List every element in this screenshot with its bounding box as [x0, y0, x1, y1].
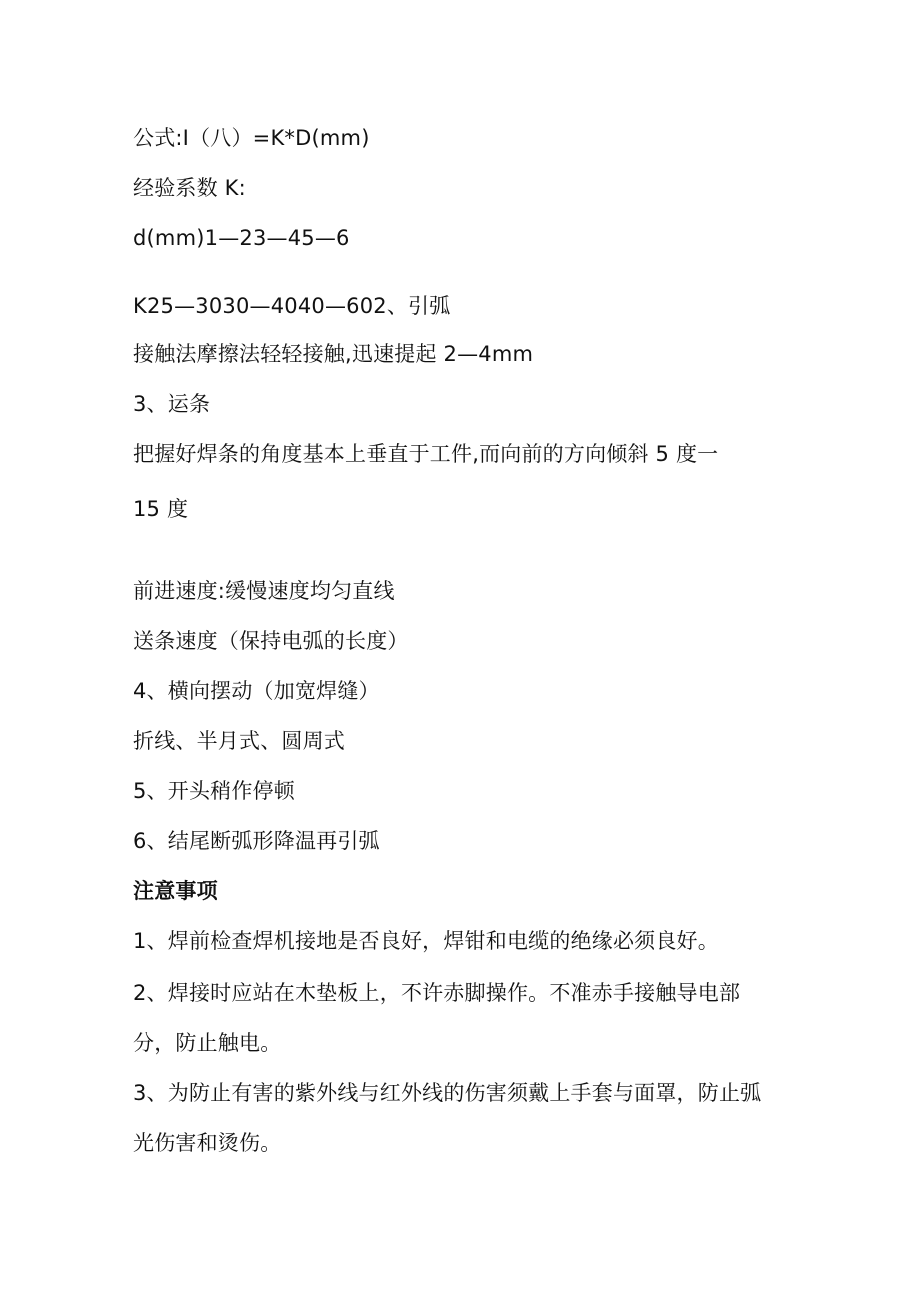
section-5-heading: 5、开头稍作停顿 [133, 779, 295, 803]
coefficient-range-line: K25—3030—4040—602、引弧 [133, 294, 451, 318]
section-4-heading: 4、横向摆动（加宽焊缝） [133, 679, 380, 703]
section-3-heading: 3、运条 [133, 392, 211, 416]
precaution-2: 2、焊接时应站在木垫板上，不许赤脚操作。不准赤手接触导电部 [133, 981, 741, 1005]
feed-speed-line: 送条速度（保持电弧的长度） [133, 629, 409, 653]
electrode-angle-continuation: 15 度 [133, 497, 189, 521]
precaution-2-continuation: 分，防止触电。 [133, 1031, 282, 1055]
precaution-3: 3、为防止有害的紫外线与红外线的伤害须戴上手套与面罩，防止弧 [133, 1081, 762, 1105]
forward-speed-line: 前进速度:缓慢速度均匀直线 [133, 579, 395, 603]
section-6-heading: 6、结尾断弧形降温再引弧 [133, 829, 380, 853]
precaution-3-continuation: 光伤害和烫伤。 [133, 1131, 282, 1155]
contact-method-line: 接触法摩擦法轻轻接触,迅速提起 2—4mm [133, 342, 534, 366]
diameter-range-line: d(mm)1—23—45—6 [133, 226, 350, 250]
weave-patterns-line: 折线、半月式、圆周式 [133, 729, 345, 753]
precautions-heading: 注意事项 [133, 879, 218, 903]
precaution-1: 1、焊前检查焊机接地是否良好，焊钳和电缆的绝缘必须良好。 [133, 929, 719, 953]
formula-line: 公式:I（八）=K*D(mm) [133, 126, 370, 150]
coefficient-heading: 经验系数 K: [133, 176, 246, 200]
electrode-angle-line: 把握好焊条的角度基本上垂直于工件,而向前的方向倾斜 5 度一 [133, 442, 719, 466]
